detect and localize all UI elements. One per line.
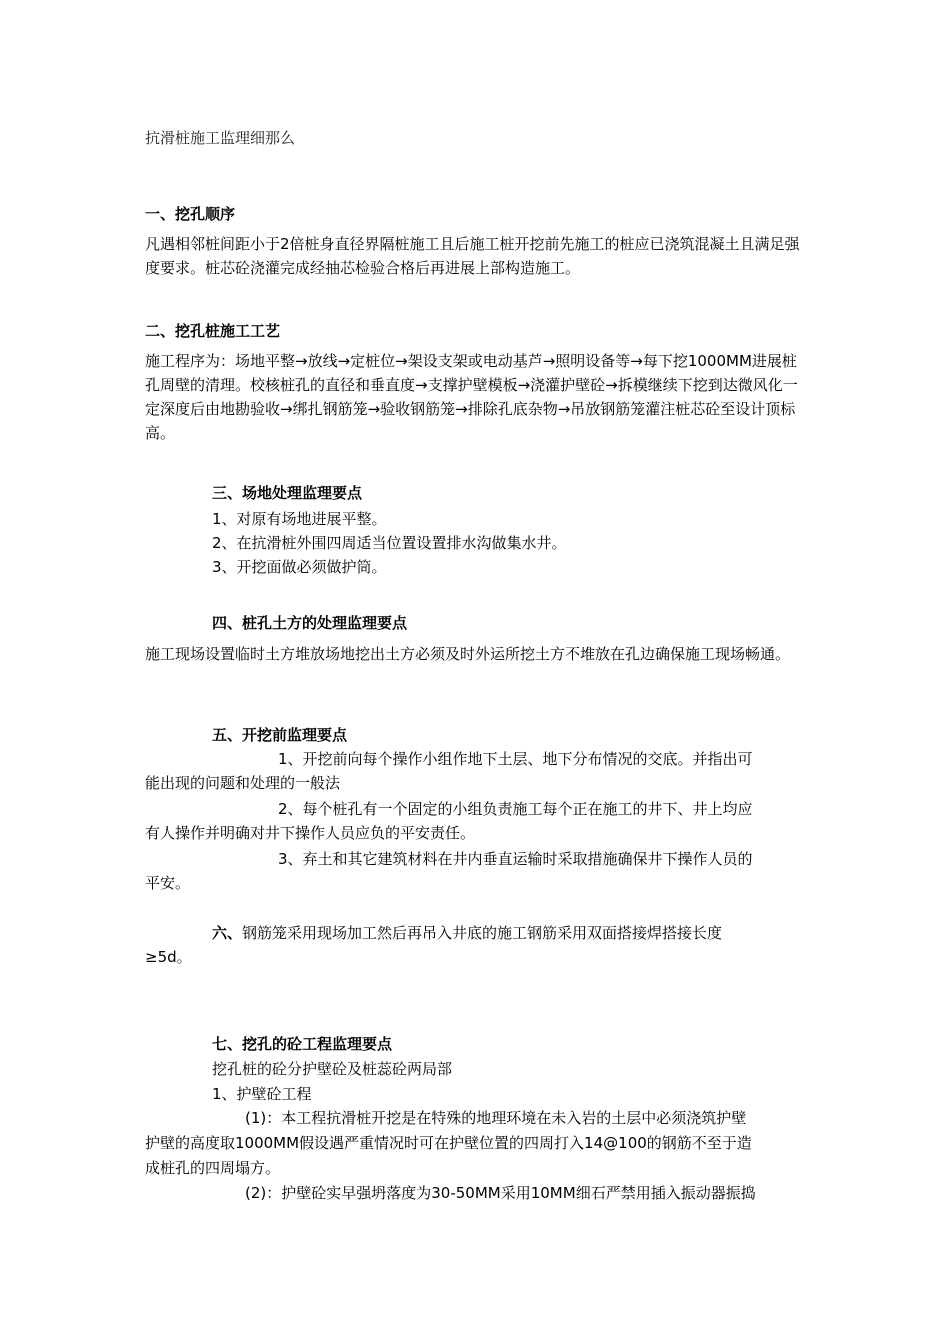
section-3-item-2: 2、在抗滑桩外围四周适当位置设置排水沟做集水井。 <box>212 534 567 552</box>
section-7-p1-line-1: (1)：本工程抗滑桩开挖是在特殊的地理环境在未入岩的土层中必须浇筑护壁 <box>245 1109 747 1127</box>
section-6-line-2: ≥5d。 <box>145 948 192 966</box>
section-7-subheading: 1、护壁砼工程 <box>212 1085 312 1103</box>
section-5-heading: 五、开挖前监理要点 <box>212 726 348 744</box>
section-5-item-1-line-1: 1、开挖前向每个操作小组作地下土层、地下分布情况的交底。并指出可 <box>278 750 753 768</box>
section-6-heading: 六、 <box>212 924 243 942</box>
section-7-p2-line-1: (2)：护壁砼实早强坍落度为30-50MM采用10MM细石严禁用插入振动器振捣 <box>245 1184 756 1202</box>
section-1-body: 凡遇相邻桩间距小于2倍桩身直径界隔桩施工且后施工桩开挖前先施工的桩应已浇筑混凝土且满足强度要求。桩芯砼浇灌完成经抽芯检验合格后再进展上部构造施工。 <box>145 235 800 277</box>
section-3-heading: 三、场地处理监理要点 <box>212 484 363 502</box>
section-5-item-3-line-2: 平安。 <box>145 874 191 892</box>
section-7-intro: 挖孔桩的砼分护壁砼及桩蕊砼两局部 <box>212 1060 453 1078</box>
section-7-heading: 七、挖孔的砼工程监理要点 <box>212 1035 393 1053</box>
section-6-line-1 <box>212 922 722 943</box>
section-5-item-2-line-1: 2、每个桩孔有一个固定的小组负责施工每个正在施工的井下、井上均应 <box>278 800 753 818</box>
section-5-item-1-line-2: 能出现的问题和处理的一般法 <box>145 774 341 792</box>
section-2-body: 施工程序为：场地平整→放线→定桩位→架设支架或电动基芦→照明设备等→每下挖1000MM进展桩孔周壁的清理。校核桩孔的直径和垂直度→支撑护壁模板→浇灌护壁砼→拆模继续下挖到达微风化一定深度后由地勘验收→绑扎钢筋笼→验收钢筋笼→排除孔底杂物→吊放钢筋笼灌注桩芯砼至设计顶标高。 <box>145 352 798 442</box>
section-3-item-3: 3、开挖面做必须做护筒。 <box>212 558 387 576</box>
section-5-item-2-line-2: 有人操作并明确对井下操作人员应负的平安责任。 <box>145 824 476 842</box>
section-7-p1-line-3: 成桩孔的四周塌方。 <box>145 1159 281 1177</box>
section-5-item-3-line-1: 3、弃土和其它建筑材料在井内垂直运输时采取措施确保井下操作人员的 <box>278 850 753 868</box>
section-4-body: 施工现场设置临时土方堆放场地挖出土方必须及时外运所挖土方不堆放在孔边确保施工现场畅通。 <box>145 645 791 663</box>
document-title: 抗滑桩施工监理细那么 <box>145 129 296 147</box>
section-1-heading: 一、挖孔顺序 <box>145 205 236 223</box>
section-4-heading: 四、桩孔土方的处理监理要点 <box>212 614 408 632</box>
section-7-p1-line-2: 护壁的高度取1000MM假设遇严重情况时可在护壁位置的四周打入14@100的钢筋不至于造 <box>145 1134 752 1152</box>
section-2-heading: 二、挖孔桩施工工艺 <box>145 322 281 340</box>
section-6-text: 钢筋笼采用现场加工然后再吊入井底的施工钢筋采用双面搭接焊搭接长度 <box>242 924 723 942</box>
section-3-item-1: 1、对原有场地进展平整。 <box>212 510 387 528</box>
